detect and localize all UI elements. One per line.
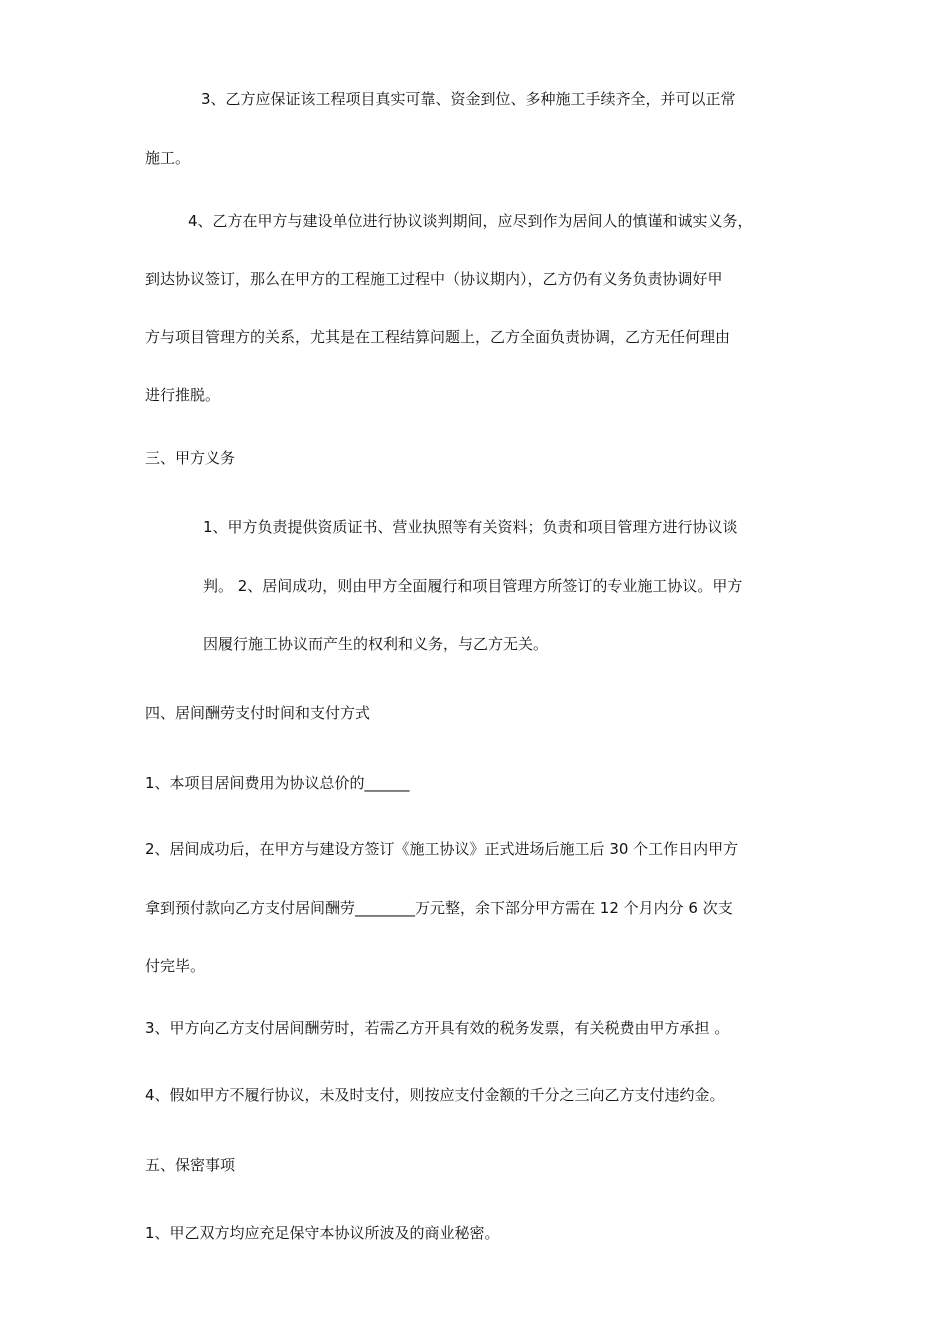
paragraph-4-line-4: 进行推脱。 (145, 386, 221, 404)
paragraph-3-line-2: 施工。 (145, 149, 191, 167)
payment-item-1: 1、本项目居间费用为协议总价的______ (145, 774, 410, 792)
section-heading-5: 五、保密事项 (145, 1156, 236, 1174)
payment-item-3: 3、甲方向乙方支付居间酬劳时，若需乙方开具有效的税务发票，有关税费由甲方承担 。 (145, 1019, 730, 1037)
party-a-duty-line-3: 因履行施工协议而产生的权利和义务，与乙方无关。 (203, 635, 549, 653)
payment-item-2-line-3: 付完毕。 (145, 957, 206, 975)
paragraph-4-line-2: 到达协议签订，那么在甲方的工程施工过程中（协议期内），乙方仍有义务负责协调好甲 (145, 270, 723, 288)
payment-item-2-line-1: 2、居间成功后，在甲方与建设方签订《施工协议》正式进场后施工后 30 个工作日内甲方 (145, 840, 739, 858)
section-heading-3: 三、甲方义务 (145, 449, 236, 467)
section-heading-4: 四、居间酬劳支付时间和支付方式 (145, 704, 371, 722)
paragraph-3-line-1: 3、乙方应保证该工程项目真实可靠、资金到位、多种施工手续齐全，并可以正常 (201, 90, 736, 108)
payment-item-2-line-2: 拿到预付款向乙方支付居间酬劳________万元整，余下部分甲方需在 12 个月内分 6 次支 (145, 899, 733, 917)
payment-item-4: 4、假如甲方不履行协议，未及时支付，则按应支付金额的千分之三向乙方支付违约金。 (145, 1086, 725, 1104)
confidentiality-item-1: 1、甲乙双方均应充足保守本协议所波及的商业秘密。 (145, 1224, 500, 1242)
party-a-duty-line-2: 判。 2、居间成功，则由甲方全面履行和项目管理方所签订的专业施工协议。甲方 (203, 577, 743, 595)
party-a-duty-line-1: 1、甲方负责提供资质证书、营业执照等有关资料；负责和项目管理方进行协议谈 (203, 518, 738, 536)
paragraph-4-line-1: 4、乙方在甲方与建设单位进行协议谈判期间，应尽到作为居间人的慎谨和诚实义务， (188, 212, 753, 230)
paragraph-4-line-3: 方与项目管理方的关系，尤其是在工程结算问题上，乙方全面负责协调，乙方无任何理由 (145, 328, 731, 346)
